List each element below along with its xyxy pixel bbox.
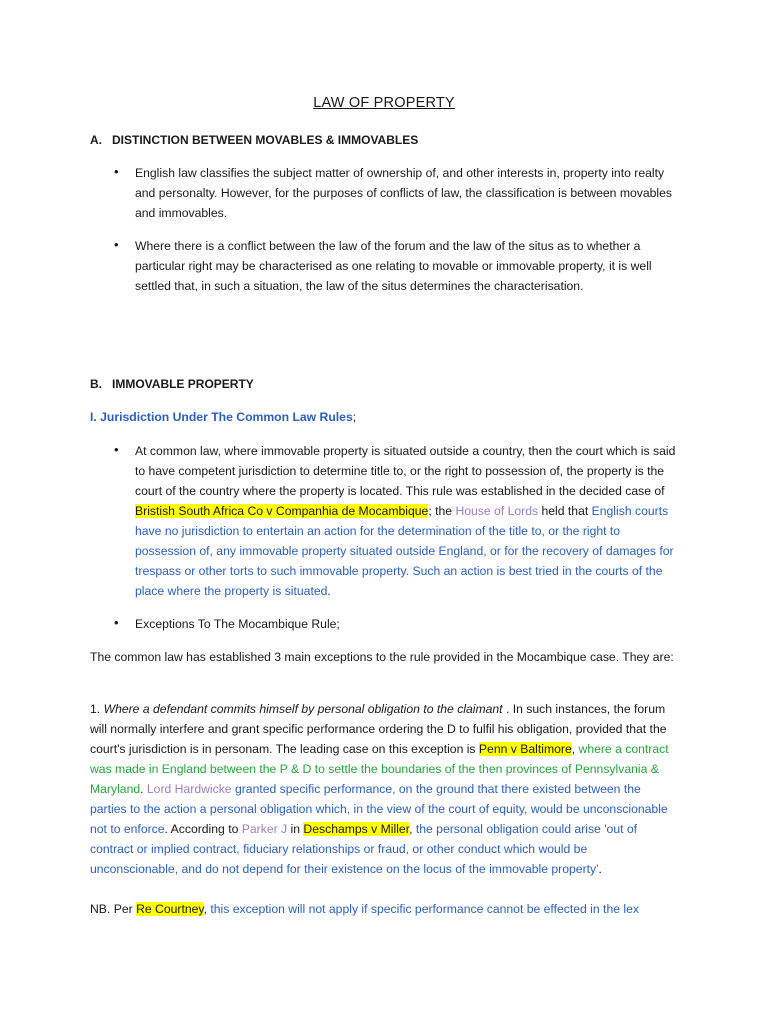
section-a-bullet-2: Where there is a conflict between the law of the forum and the law of the situs as to whether a particular right may be characterised as one relating to movable or immovable property, it is well settled that, in such a situation, the law of the situs determines the characterisation.: [135, 239, 652, 293]
section-a-title: DISTINCTION BETWEEN MOVABLES & IMMOVABLES: [112, 133, 419, 147]
subsection-heading: [90, 407, 675, 427]
court-name: House of Lords: [455, 504, 539, 518]
connector-text: in: [287, 822, 304, 836]
quote-text: the personal obligation could arise 'out of contract or implied contract, fiduciary relationships or fraud, or other conduct which would be unconscionable, and do not depend for their existence on the locus of the immovable property': [90, 822, 638, 876]
connector-text: ; the: [428, 504, 456, 518]
holding-text: granted specific performance, on the ground that there existed between the parties to the action a personal obligation which, in the view of the court of equity, would be unconscionable not to enforce: [90, 782, 668, 836]
exception-1: [90, 699, 675, 879]
period: .: [327, 584, 331, 598]
nb-label: NB. Per: [90, 902, 137, 916]
period: .: [598, 862, 602, 876]
judge-name-2: Parker J: [241, 822, 288, 836]
section-b-title: IMMOVABLE PROPERTY: [112, 377, 254, 391]
nb-text: this exception will not apply if specific performance cannot be effected in the lex: [206, 902, 639, 916]
bullet-icon: •: [114, 615, 119, 630]
judge-name: Lord Hardwicke: [146, 782, 232, 796]
connector-text: . According to: [164, 822, 242, 836]
nb-note: [90, 899, 675, 919]
case-name-courtney: Re Courtney: [136, 902, 204, 916]
exceptions-intro: The common law has established 3 main exceptions to the rule provided in the Mocambique case. They are:: [90, 650, 674, 664]
section-a-number: A.: [90, 133, 102, 147]
case-name-mocambique: Bristish South Africa Co v Companhia de Mocambique: [135, 504, 429, 518]
rule-text: At common law, where immovable property is situated outside a country, then the court which is said to have competent jurisdiction to determine title to, or the right to possession of, the property is the court of the country where the property is located. This rule was established in the decided case of: [135, 444, 676, 498]
case-name-deschamps: Deschamps v Miller: [303, 822, 410, 836]
section-b-number: B.: [90, 377, 102, 391]
comma: ,: [409, 822, 413, 836]
bullet-icon: •: [114, 442, 119, 457]
bullet-icon: •: [114, 237, 119, 252]
comma: ,: [203, 902, 207, 916]
section-b-bullet-2: Exceptions To The Mocambique Rule;: [135, 617, 340, 631]
subsection-label: I. Jurisdiction Under The Common Law Rules: [90, 410, 353, 424]
section-a-heading: [90, 133, 418, 147]
bullet-icon: •: [114, 164, 119, 179]
comma: ,: [571, 742, 576, 756]
section-b-heading: [90, 377, 254, 391]
subsection-suffix: ;: [352, 410, 357, 424]
connector-text: held that: [538, 504, 592, 518]
exception-number: 1.: [90, 702, 104, 716]
facts-text: where a contract was made in England between the P & D to settle the boundaries of the then provinces of Pennsylvania & Maryland: [90, 742, 669, 796]
page-title: LAW OF PROPERTY: [313, 95, 455, 111]
period: .: [140, 782, 147, 796]
section-a-bullet-1: English law classifies the subject matter of ownership of, and other interests in, property into realty and personalty. However, for the purposes of conflicts of law, the classification is between movables and immovables.: [135, 166, 672, 220]
holding-text: English courts have no jurisdiction to entertain an action for the determination of the title to, or the right to possession of, any immovable property situated outside England, or for the recovery of damages for trespass or other torts to such immovable property. Such an action is best tried in the courts of the place where the property is situated: [135, 504, 674, 598]
section-b-bullet-1: [135, 441, 680, 601]
exception-title: Where a defendant commits himself by personal obligation to the claimant: [103, 702, 503, 716]
case-name-penn: Penn v Baltimore: [478, 742, 572, 756]
exception-text: . In such instances, the forum will normally interfere and grant specific performance ordering the D to fulfil his obligation, provided that the court's jurisdiction is in personam. The leading case on this exception is: [90, 702, 667, 756]
